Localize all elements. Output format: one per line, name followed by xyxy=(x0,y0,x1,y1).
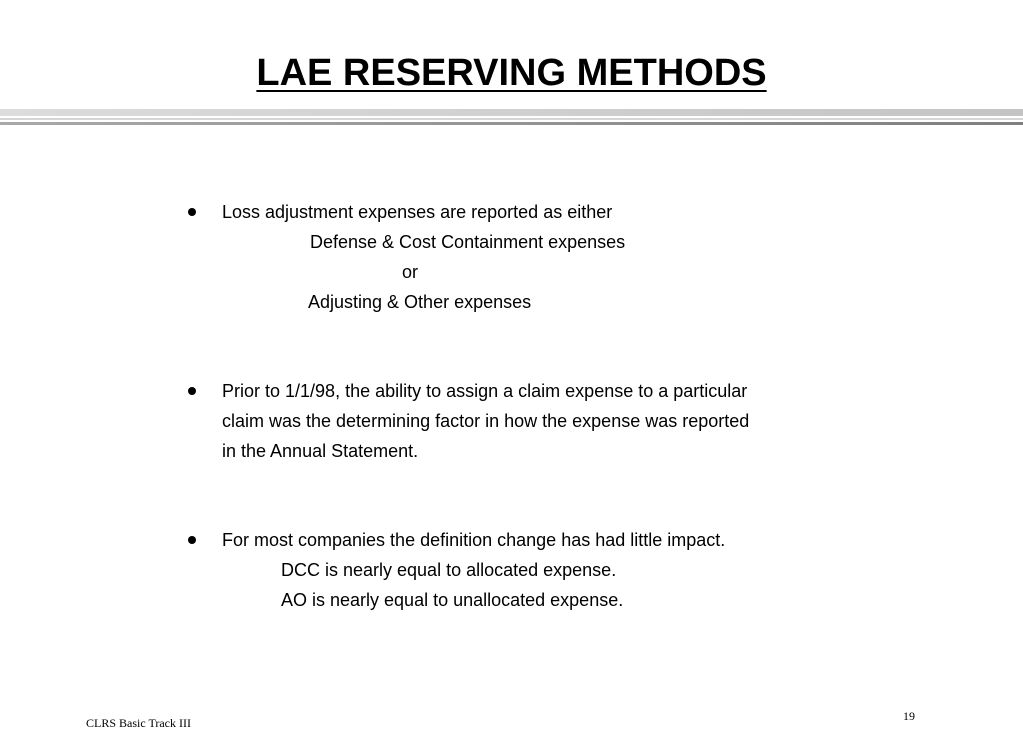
bullet-text-line: Prior to 1/1/98, the ability to assign a claim expense to a particular xyxy=(222,381,748,401)
header-divider-top xyxy=(0,109,1023,116)
header-divider-bottom xyxy=(0,122,1023,125)
bullet-subline-or: or xyxy=(402,262,419,282)
bullet-dot-icon xyxy=(188,387,196,395)
footer-course-name: CLRS Basic Track III xyxy=(86,716,191,730)
bullet-text-line: Loss adjustment expenses are reported as either xyxy=(222,202,613,222)
bullet-subline-dcc: Defense & Cost Containment expenses xyxy=(310,232,626,252)
bullet-text-line: claim was the determining factor in how the expense was reported xyxy=(222,411,750,431)
bullet-text-line: For most companies the definition change has had little impact. xyxy=(222,530,726,550)
slide-title: LAE RESERVING METHODS xyxy=(256,52,767,94)
bullet-dot-icon xyxy=(188,208,196,216)
header-divider-middle xyxy=(0,118,1023,120)
bullet-subline-ao-unallocated: AO is nearly equal to unallocated expense. xyxy=(281,590,624,610)
bullet-dot-icon xyxy=(188,536,196,544)
bullet-subline-ao: Adjusting & Other expenses xyxy=(308,292,532,312)
slide-page-number: 19 xyxy=(903,709,915,723)
bullet-text-line: in the Annual Statement. xyxy=(222,441,419,461)
bullet-subline-dcc-allocated: DCC is nearly equal to allocated expense. xyxy=(281,560,617,580)
